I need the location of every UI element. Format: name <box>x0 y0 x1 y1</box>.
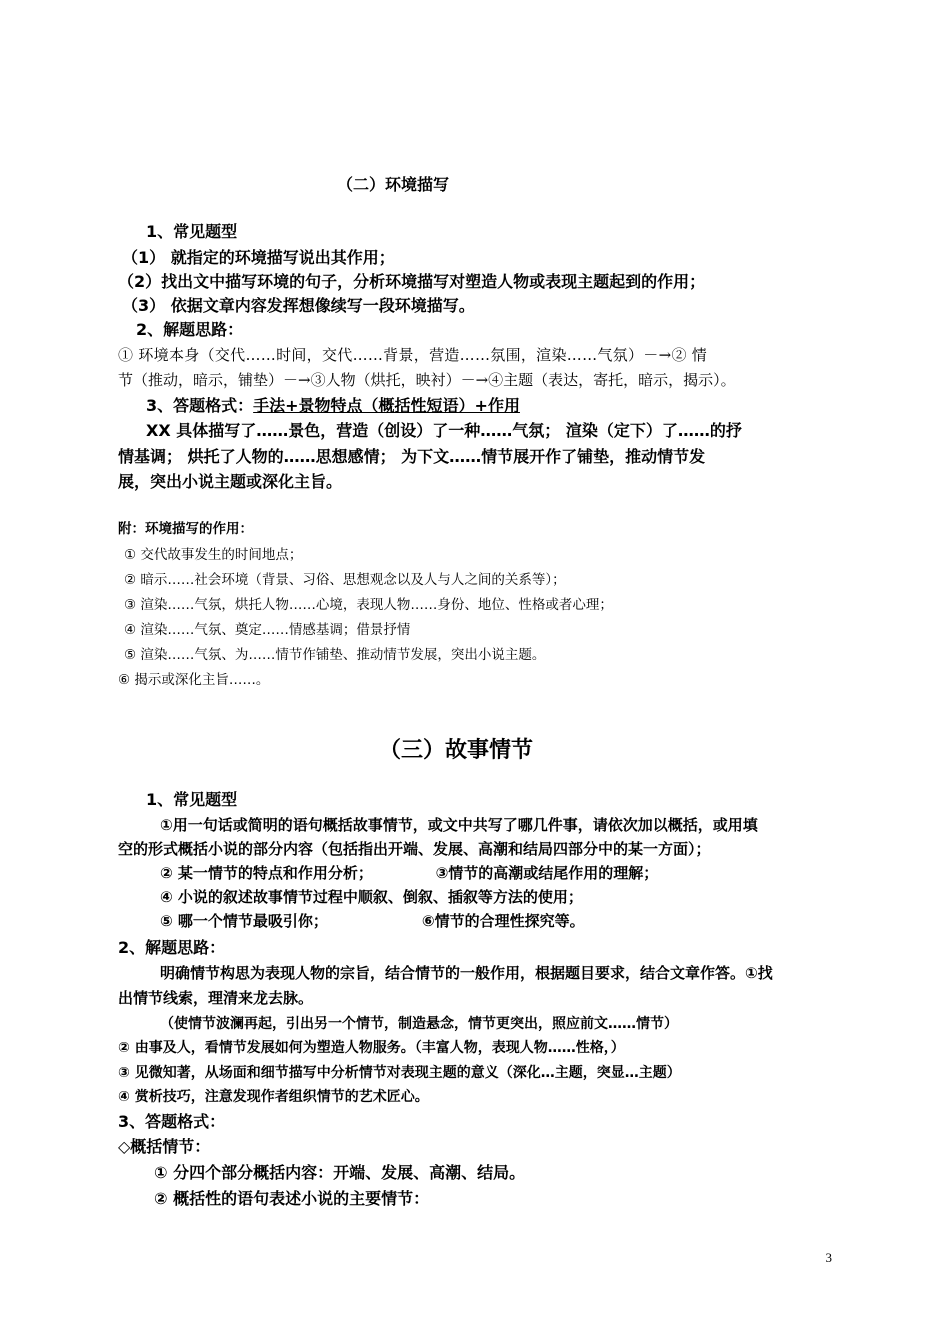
format-heading-prefix: 3、答题格式： <box>146 396 254 415</box>
section3-approach-heading: 2、解题思路： <box>118 938 226 957</box>
section3-approach-line: 出情节线索，理清来龙去脉。 <box>118 989 314 1007</box>
appendix-item: ⑥ 揭示或深化主旨……。 <box>118 672 270 688</box>
section2-approach-heading: 2、解题思路： <box>136 320 244 339</box>
section2-type-item: （2）找出文中描写环境的句子，分析环境描写对塑造人物或表现主题起到的作用； <box>118 272 706 291</box>
section3-type-line: ② 某一情节的特点和作用分析； ③情节的高潮或结尾作用的理解； <box>160 864 659 882</box>
section3-approach-line: ③ 见微知著，从场面和细节描写中分析情节对表现主题的意义（深化…主题，突显…主题） <box>118 1065 681 1081</box>
appendix-item: ④ 渲染……气氛、奠定……情感基调；借景抒情 <box>124 622 411 638</box>
appendix-heading: 附：环境描写的作用： <box>118 521 253 537</box>
format-heading-formula: 手法+景物特点（概括性短语）+作用 <box>253 396 520 415</box>
section3-approach-line: （使情节波澜再起，引出另一个情节，制造悬念，情节更突出，照应前文……情节） <box>160 1016 678 1032</box>
section2-type-item: （1） 就指定的环境描写说出其作用； <box>122 248 395 267</box>
section2-types-heading: 1、常见题型 <box>146 222 238 241</box>
section2-approach-line: ① 环境本身（交代……时间，交代……背景，营造……氛围，渲染……气氛）－→② 情 <box>118 346 708 364</box>
section3-title: （三）故事情节 <box>379 738 534 763</box>
section3-format-heading: 3、答题格式： <box>118 1112 226 1131</box>
summary-item: ① 分四个部分概括内容：开端、发展、高潮、结局。 <box>154 1163 526 1182</box>
section2-format-line: 展，突出小说主题或深化主旨。 <box>118 472 343 491</box>
section3-approach-line: ② 由事及人，看情节发展如何为塑造人物服务。（丰富人物，表现人物……性格，） <box>118 1040 625 1056</box>
page-number: 3 <box>825 1250 832 1265</box>
appendix-item: ② 暗示……社会环境（背景、习俗、思想观念以及人与人之间的关系等）； <box>124 572 566 588</box>
section3-approach-line: 明确情节构思为表现人物的宗旨，结合情节的一般作用，根据题目要求，结合文章作答。①找 <box>160 964 773 982</box>
section2-format-line: XX 具体描写了……景色，营造（创设）了一种……气氛； 渲染（定下）了……的抒 <box>146 421 742 440</box>
appendix-item: ① 交代故事发生的时间地点； <box>124 547 303 563</box>
appendix-item: ③ 渲染……气氛，烘托人物……心境，表现人物……身份、地位、性格或者心理； <box>124 597 613 613</box>
section3-types-heading: 1、常见题型 <box>146 790 238 809</box>
section2-approach-line: 节（推动，暗示，铺垫）－→③人物（烘托，映衬）－→④主题（表达，寄托，暗示，揭示）。 <box>118 371 736 389</box>
section3-type-line: ⑤ 哪一个情节最吸引你； ⑥情节的合理性探究等。 <box>160 912 585 930</box>
section3-approach-line: ④ 赏析技巧，注意发现作者组织情节的艺术匠心。 <box>118 1089 429 1105</box>
summary-item: ② 概括性的语句表述小说的主要情节： <box>154 1189 430 1208</box>
summary-heading: ◇概括情节： <box>118 1137 211 1156</box>
section2-type-item: （3） 依据文章内容发挥想像续写一段环境描写。 <box>122 296 475 315</box>
section2-format-heading <box>146 398 520 414</box>
section2-format-line: 情基调； 烘托了人物的……思想感情； 为下文……情节展开作了铺垫，推动情节发 <box>118 447 706 466</box>
section2-title: （二）环境描写 <box>337 175 450 194</box>
section3-type-line: ①用一句话或简明的语句概括故事情节，或文中共写了哪几件事，请依次加以概括，或用填 <box>160 816 758 834</box>
section3-type-line: ④ 小说的叙述故事情节过程中顺叙、倒叙、插叙等方法的使用； <box>160 888 583 906</box>
section3-type-line: 空的形式概括小说的部分内容（包括指出开端、发展、高潮和结局四部分中的某一方面）； <box>118 840 711 858</box>
appendix-item: ⑤ 渲染……气氛、为……情节作铺垫、推动情节发展，突出小说主题。 <box>124 647 546 663</box>
